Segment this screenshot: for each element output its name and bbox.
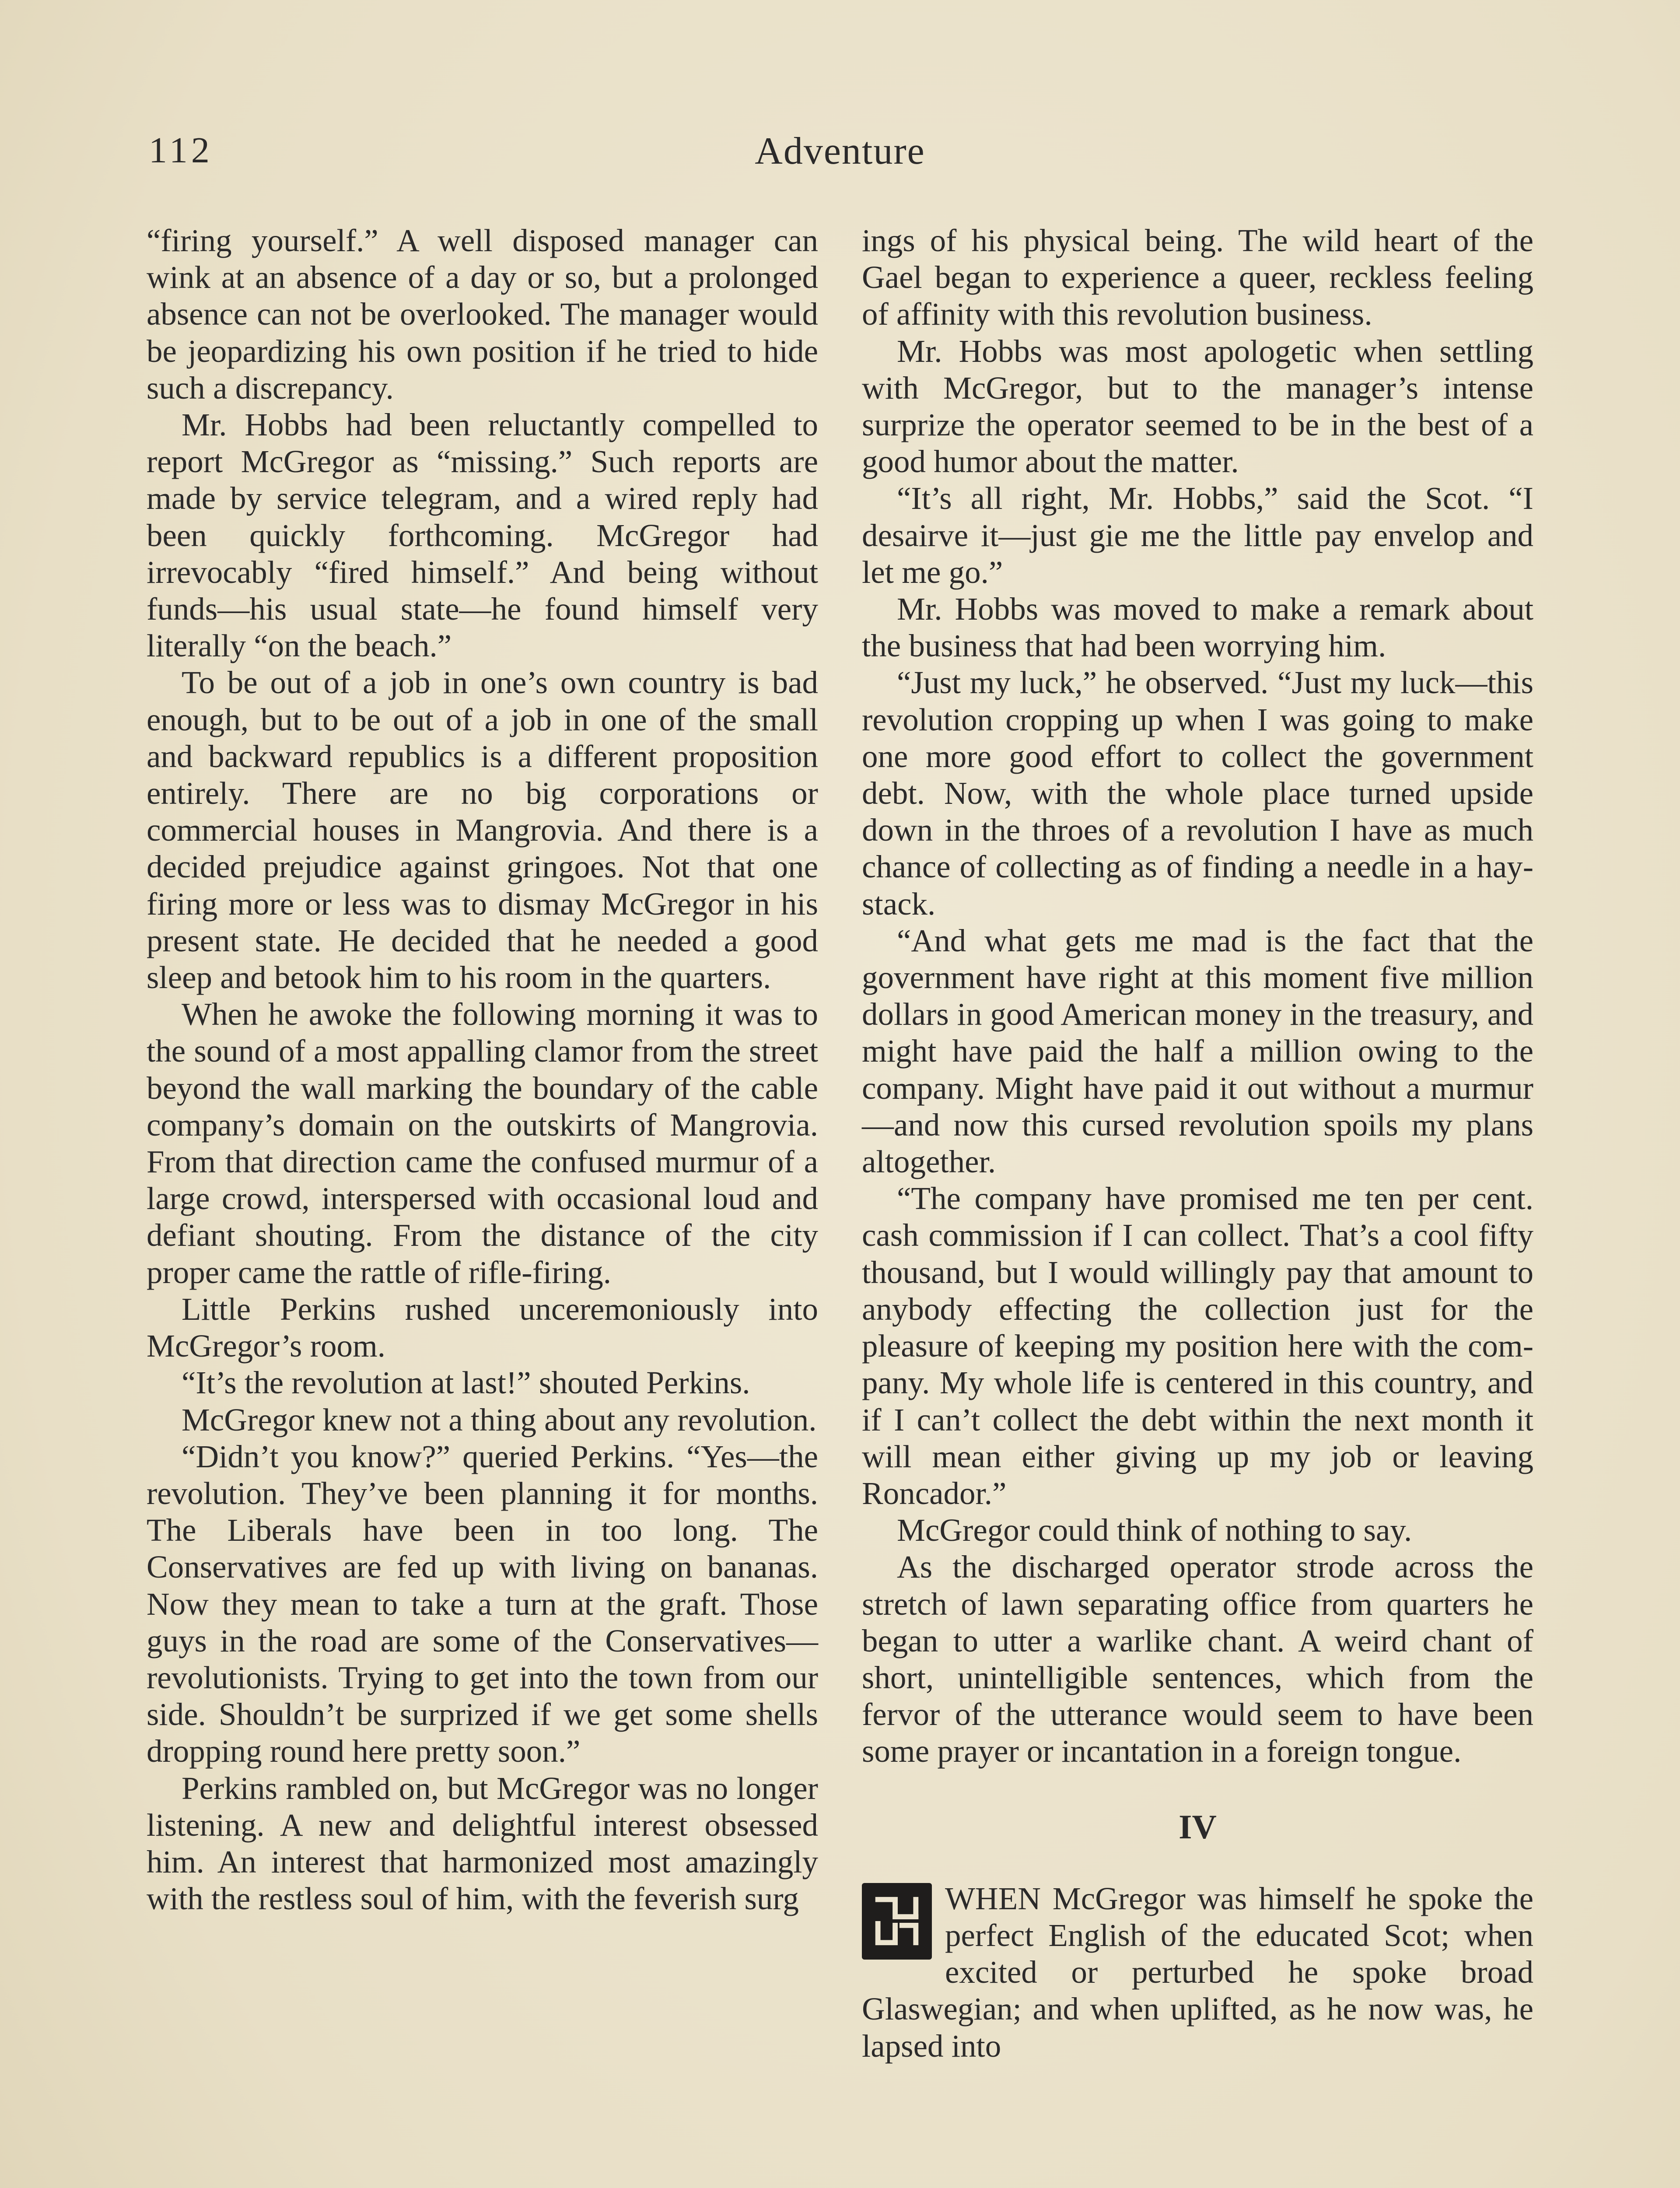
left-column bbox=[147, 222, 818, 1917]
page-number: 112 bbox=[149, 130, 213, 171]
paragraph: “Didn’t you know?” queried Perkins. “Yes—the revolution. They’ve been planning it for months. The Liberals have been in too long. The Conservatives are fed up with living on bananas. Now they mean to take a turn at the graft. Those guys in the road are some of the Conservatives—revolutionists. Trying to get into the town from our side. Shouldn’t be surprized if we get some shells dropping round here pretty soon.” bbox=[147, 1438, 818, 1769]
paragraph: WHEN McGregor was himself he spoke the perfect English of the educated Scot; when excited or perturbed he spoke broad Glaswegian; and when uplifted, as he now was, he lapsed into bbox=[862, 1880, 1533, 2064]
paragraph: When he awoke the following morning it was to the sound of a most appalling clamor from the street beyond the wall marking the boundary of the cable company’s domain on the outskirts of Mangrovia. From that direction came the confused murmur of a large crowd, interspersed with occasional loud and defiant shouting. From the distance of the city proper came the rattle of rifle-firing. bbox=[147, 996, 818, 1290]
paragraph: As the discharged operator strode across the stretch of lawn separating office from quarters he began to utter a warlike chant. A weird chant of short, unintelligible sentences, which from the fervor of the utterance would seem to have been some prayer or incantation in a foreign tongue. bbox=[862, 1549, 1533, 1769]
paragraph: To be out of a job in one’s own country is bad enough, but to be out of a job in one of the small and backward republics is a different proposition entirely. There are no big corporations or commercial houses in Mangrovia. And there is a decided prejudice against gringoes. Not that one firing more or less was to dismay McGregor in his present state. He decided that he needed a good sleep and betook him to his room in the quarters. bbox=[147, 665, 818, 996]
page-header bbox=[0, 129, 1680, 182]
paragraph: Mr. Hobbs had been reluctantly compelled to report McGregor as “missing.” Such reports are made by service telegram, and a wired reply had been quickly forthcoming. McGregor had irrevocably “fired himself.” And being without funds—his usual state—he found himself very literally “on the beach.” bbox=[147, 407, 818, 664]
paragraph: “firing yourself.” A well disposed manager can wink at an absence of a day or so, but a prolonged absence can not be overlooked. The manager would be jeopardizing his own position if he tried to hide such a discrepancy. bbox=[147, 223, 818, 406]
paragraph: “And what gets me mad is the fact that the government have right at this moment five million dollars in good American money in the treasury, and might have paid the half a million owing to the company. Might have paid it out without a murmur—and now this cursed revolution spoils my plans altogether. bbox=[862, 922, 1533, 1180]
ornamental-initial-glyph bbox=[871, 1893, 923, 1950]
paragraph: Mr. Hobbs was most apologetic when settling with McGregor, but to the manager’s intense surprize the operator seemed to be in the best of a good humor about the matter. bbox=[862, 333, 1533, 480]
section-opening bbox=[862, 1880, 1533, 2065]
right-column bbox=[862, 222, 1533, 2065]
paragraph: “It’s all right, Mr. Hobbs,” said the Scot. “I desairve it—just gie me the little pay envelop and let me go.” bbox=[862, 480, 1533, 590]
paragraph: “The company have promised me ten per cent. cash commission if I can collect. That’s a cool fifty thousand, but I would willingly pay that amount to anybody effecting the collection just for the pleasure of keeping my position here with the company. My whole life is centered in this country, and if I can’t collect the debt within the next month it will mean either giving up my job or leaving Roncador.” bbox=[862, 1181, 1533, 1511]
paragraph: “Just my luck,” he observed. “Just my luck—this revolution cropping up when I was going to make one more good effort to collect the government debt. Now, with the whole place turned upside down in the throes of a revolution I have as much chance of collecting as of finding a needle in a haystack. bbox=[862, 665, 1533, 922]
paragraph: Little Perkins rushed unceremoniously into McGregor’s room. bbox=[147, 1291, 818, 1364]
paragraph: Mr. Hobbs was moved to make a remark about the business that had been worrying him. bbox=[862, 591, 1533, 664]
paragraph: “It’s the revolution at last!” shouted Perkins. bbox=[182, 1365, 750, 1401]
paragraph: ings of his physical being. The wild heart of the Gael began to experience a queer, reckless feeling of affinity with this revolution business. bbox=[862, 223, 1533, 332]
ornamental-initial-icon bbox=[862, 1883, 932, 1960]
paragraph: McGregor knew not a thing about any revolution. bbox=[182, 1402, 817, 1438]
paragraph: McGregor could think of nothing to say. bbox=[897, 1512, 1412, 1548]
running-head: Adventure bbox=[755, 130, 925, 172]
paragraph: Perkins rambled on, but McGregor was no longer listening. A new and delightful interest obsessed him. An interest that harmonized most amazingly with the restless soul of him, with the feverish surg bbox=[147, 1770, 818, 1917]
section-heading: IV bbox=[1179, 1807, 1217, 1846]
